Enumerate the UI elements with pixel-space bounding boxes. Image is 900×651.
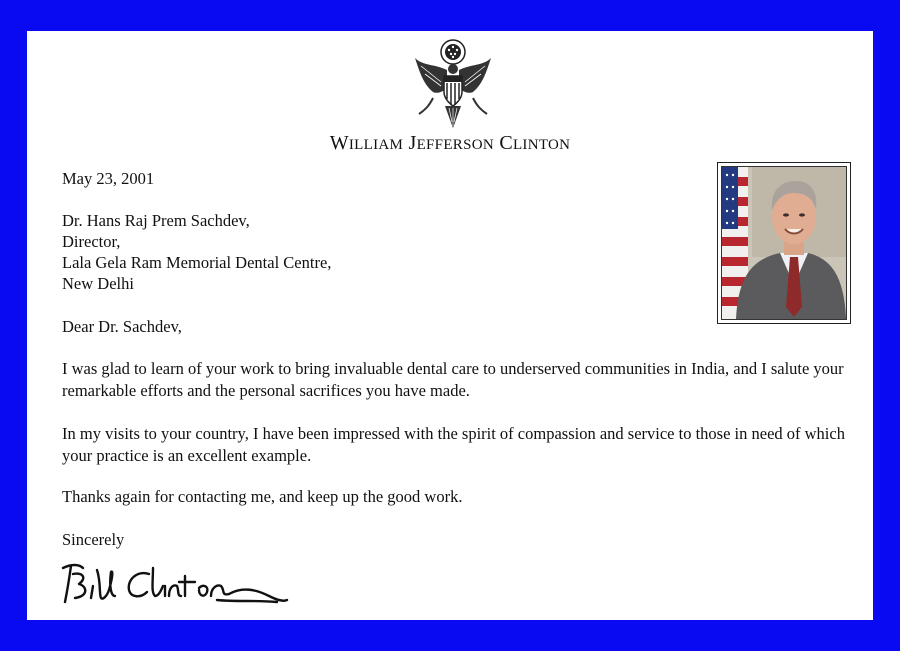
portrait-frame xyxy=(717,162,851,324)
letter-paragraph-1: I was glad to learn of your work to bring invaluable dental care to underserved communities in India, and I salute your remarkable efforts and the personal sacrifices you have made. xyxy=(62,359,844,400)
portrait-photo xyxy=(721,166,847,320)
letter-date: May 23, 2001 xyxy=(62,169,155,188)
recipient-line-city: New Delhi xyxy=(62,274,134,293)
letter-paper xyxy=(27,31,873,620)
portrait-image xyxy=(722,167,846,319)
recipient-line-title: Director, xyxy=(62,232,121,251)
letter-salutation: Dear Dr. Sachdev, xyxy=(62,317,182,336)
letterhead-name xyxy=(27,132,873,155)
signature xyxy=(57,556,292,611)
name-part-middle: JEFFERSON xyxy=(408,132,494,154)
recipient-line-organization: Lala Gela Ram Memorial Dental Centre, xyxy=(62,253,332,272)
letter-paragraph-2: In my visits to your country, I have been impressed with the spirit of compassion and service to those in need of which your practice is an excellent example. xyxy=(62,424,845,465)
presidential-eagle-seal-icon xyxy=(411,36,495,132)
name-part-last: CLINTON xyxy=(499,132,571,154)
letter-paragraph-3: Thanks again for contacting me, and keep up the good work. xyxy=(62,487,463,506)
name-part-first: WILLIAM xyxy=(329,132,404,154)
letter-closing: Sincerely xyxy=(62,530,125,549)
recipient-line-name: Dr. Hans Raj Prem Sachdev, xyxy=(62,211,250,230)
